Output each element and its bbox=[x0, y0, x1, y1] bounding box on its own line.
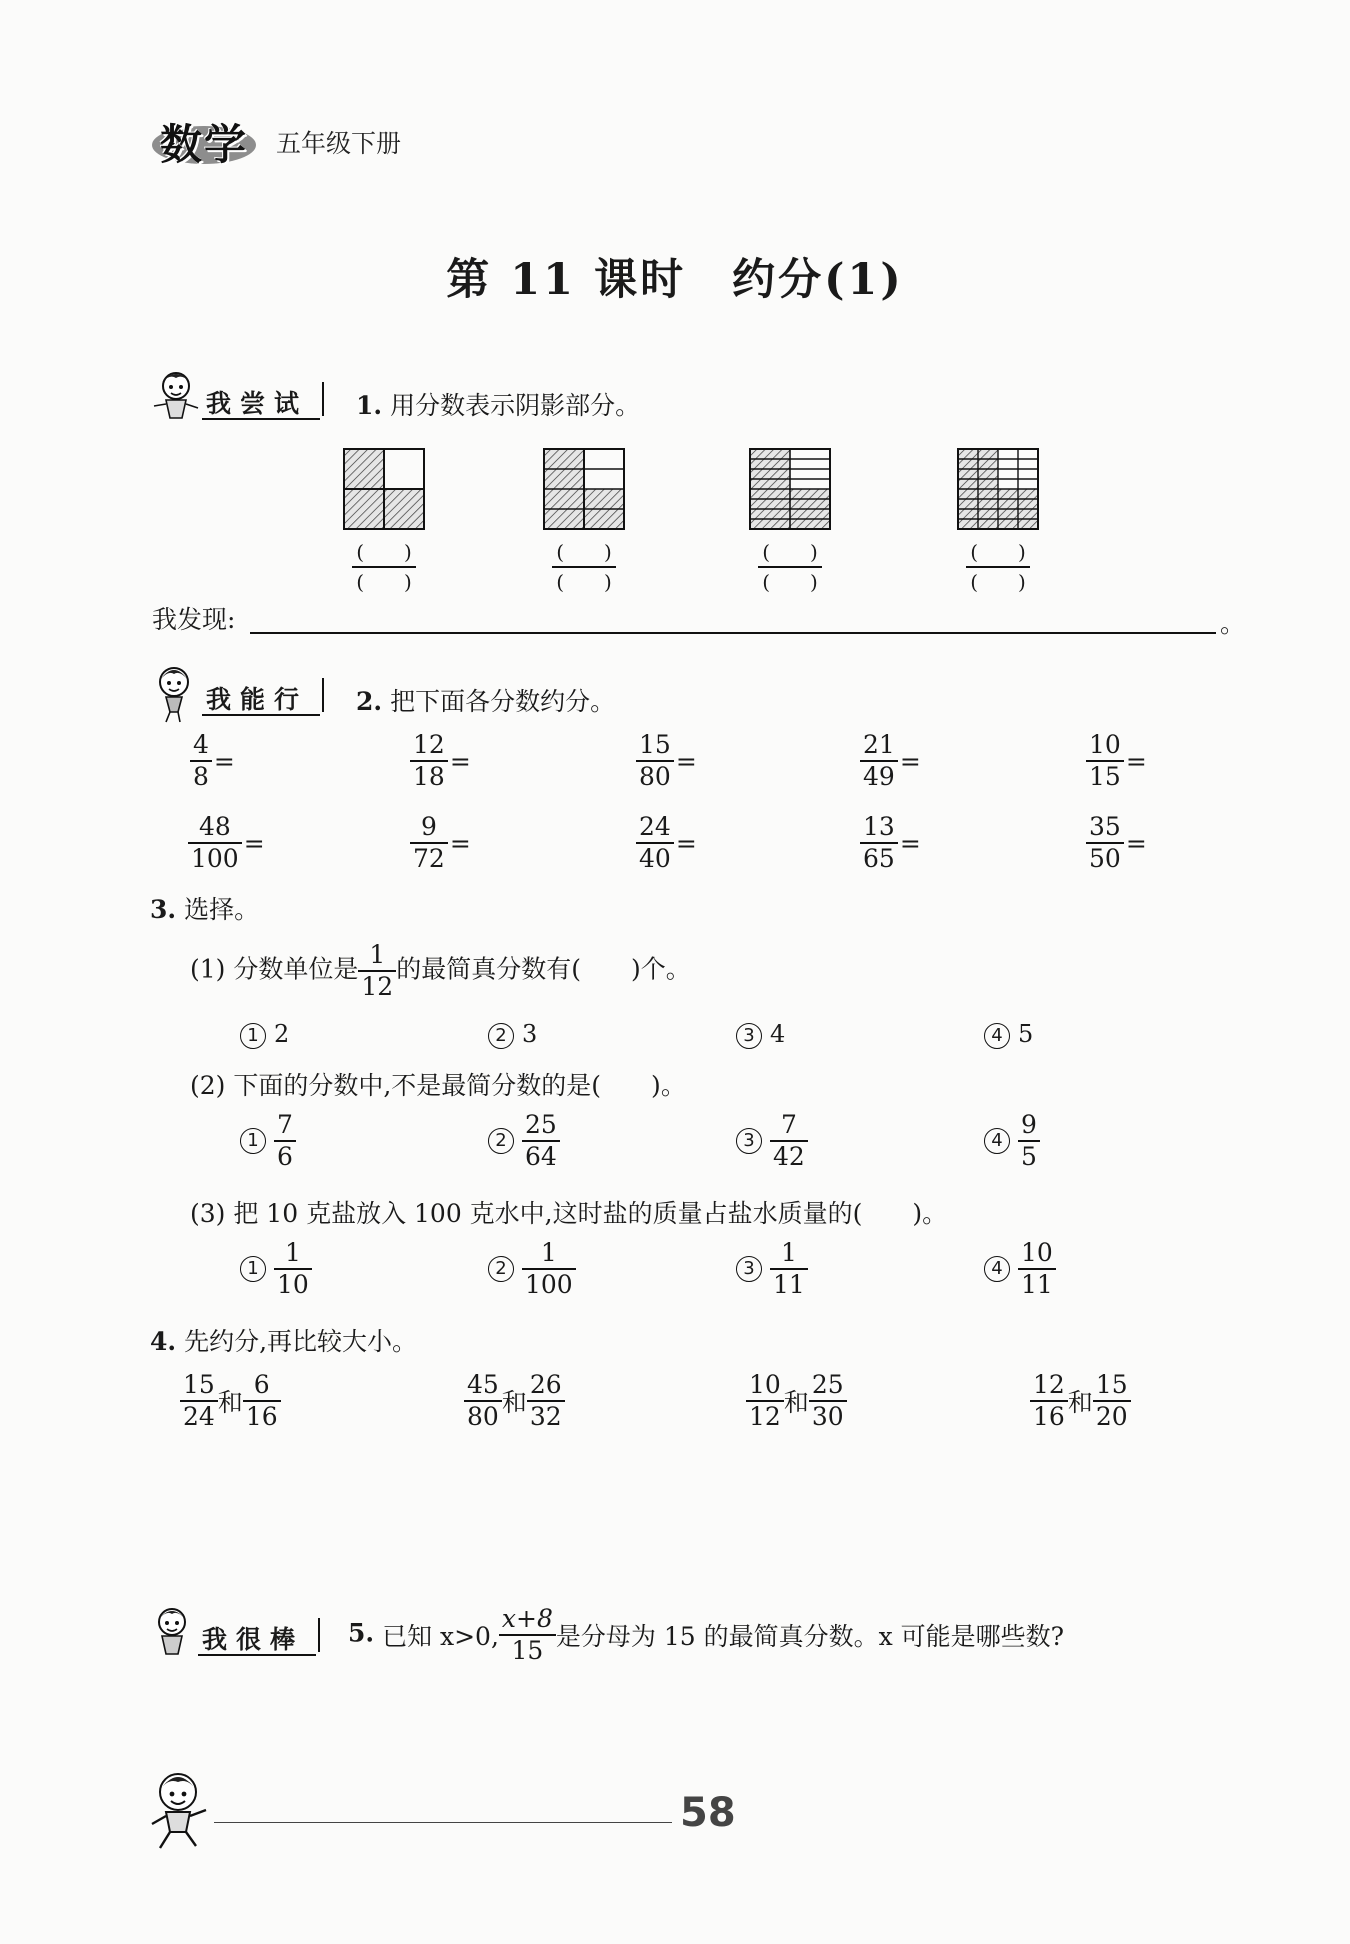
sub-question-3: (3) 把 10 克盐放入 100 克水中,这时盐的质量占盐水质量的( )。 bbox=[190, 1199, 948, 1228]
question-number: 5. bbox=[348, 1618, 375, 1648]
answer-blank-fraction[interactable] bbox=[758, 538, 822, 596]
question-text: 把下面各分数约分。 bbox=[390, 687, 616, 716]
fraction: $\frac{x+8}{15}$ bbox=[499, 1604, 556, 1666]
circled-number-icon: 2 bbox=[488, 1256, 514, 1282]
answer-blank-fraction[interactable] bbox=[966, 538, 1030, 596]
blank-denominator: ( ) bbox=[758, 566, 822, 596]
reduce-item: $\frac{48}{100}$ = bbox=[188, 812, 265, 874]
discover-answer-line[interactable] bbox=[250, 632, 1216, 634]
subject-label: 数学 bbox=[160, 120, 249, 169]
option-2[interactable] bbox=[488, 1110, 560, 1172]
shaded-grid-3 bbox=[749, 448, 831, 530]
circled-number-icon: 1 bbox=[240, 1128, 266, 1154]
section-label: 我尝试 bbox=[206, 389, 309, 418]
reduce-item: $\frac{35}{50}$ = bbox=[1086, 812, 1147, 874]
blank-denominator: ( ) bbox=[966, 566, 1030, 596]
reduce-item: $\frac{4}{8}$ = bbox=[190, 730, 235, 792]
circled-number-icon: 4 bbox=[984, 1023, 1010, 1049]
blank-denominator: ( ) bbox=[352, 566, 416, 596]
question-number: 4. bbox=[150, 1327, 177, 1356]
fraction: $\frac{26}{32}$ bbox=[527, 1370, 565, 1432]
option-4[interactable] bbox=[984, 1110, 1040, 1172]
fraction: $\frac{12}{18}$ bbox=[410, 730, 448, 792]
reduce-item: $\frac{15}{80}$ = bbox=[636, 730, 697, 792]
fraction: $\frac{1}{100}$ bbox=[522, 1238, 576, 1300]
page-number: 58 bbox=[680, 1790, 736, 1836]
shaded-grid-4 bbox=[957, 448, 1039, 530]
answer-blank-fraction[interactable] bbox=[352, 538, 416, 596]
circled-number-icon: 4 bbox=[984, 1128, 1010, 1154]
question-text: 已知 x>0, bbox=[382, 1622, 499, 1651]
fraction: $\frac{10}{11}$ bbox=[1018, 1238, 1056, 1300]
question-5 bbox=[348, 1604, 1064, 1666]
compare-pair: $\frac{15}{24}$ 和 $\frac{6}{16}$ bbox=[180, 1370, 281, 1432]
sub-question-2: (2) 下面的分数中,不是最简分数的是( )。 bbox=[190, 1071, 686, 1100]
reduce-item: $\frac{13}{65}$ = bbox=[860, 812, 921, 874]
sub-question-1: (1) 分数单位是 $\frac{1}{12}$ 的最简真分数有( )个。 bbox=[190, 940, 691, 1001]
circled-number-icon: 4 bbox=[984, 1256, 1010, 1282]
option-3[interactable] bbox=[736, 1238, 808, 1300]
circled-number-icon: 2 bbox=[488, 1023, 514, 1049]
question-4 bbox=[150, 1322, 417, 1358]
fraction: $\frac{7}{42}$ bbox=[770, 1110, 808, 1172]
lesson-title: 第 11 课时 约分(1) bbox=[446, 255, 904, 305]
option-2[interactable]: 2 3 bbox=[488, 1020, 537, 1049]
fraction: $\frac{25}{30}$ bbox=[809, 1370, 847, 1432]
section-label: 我很棒 bbox=[202, 1625, 305, 1654]
running-kid-icon bbox=[148, 1768, 216, 1854]
question-number: 1. bbox=[356, 391, 383, 420]
fraction: $\frac{15}{24}$ bbox=[180, 1370, 218, 1432]
blank-numerator: ( ) bbox=[970, 540, 1026, 564]
fraction: $\frac{1}{12}$ bbox=[358, 940, 396, 1002]
fraction: $\frac{45}{80}$ bbox=[464, 1370, 502, 1432]
shaded-grid-2 bbox=[543, 448, 625, 530]
circled-number-icon: 3 bbox=[736, 1023, 762, 1049]
fraction: $\frac{24}{40}$ bbox=[636, 812, 674, 874]
fraction: $\frac{48}{100}$ bbox=[188, 812, 242, 874]
option-3[interactable]: 3 4 bbox=[736, 1020, 785, 1049]
fraction: $\frac{4}{8}$ bbox=[190, 730, 212, 792]
circled-number-icon: 1 bbox=[240, 1023, 266, 1049]
fraction: $\frac{6}{16}$ bbox=[243, 1370, 281, 1432]
question-text: 是分母为 15 的最简真分数。x 可能是哪些数? bbox=[555, 1622, 1065, 1651]
fraction: $\frac{15}{20}$ bbox=[1093, 1370, 1131, 1432]
fraction: $\frac{9}{72}$ bbox=[410, 812, 448, 874]
question-text: 选择。 bbox=[184, 895, 260, 924]
reduce-item: $\frac{12}{18}$ = bbox=[410, 730, 471, 792]
kid-mascot-icon bbox=[148, 1602, 200, 1664]
fraction: $\frac{10}{15}$ bbox=[1086, 730, 1124, 792]
fraction: $\frac{12}{16}$ bbox=[1030, 1370, 1068, 1432]
compare-pair: $\frac{45}{80}$ 和 $\frac{26}{32}$ bbox=[464, 1370, 565, 1432]
question-number: 2. bbox=[356, 687, 383, 716]
circled-number-icon: 2 bbox=[488, 1128, 514, 1154]
option-1[interactable] bbox=[240, 1110, 296, 1172]
fraction: $\frac{25}{64}$ bbox=[522, 1110, 560, 1172]
fraction: $\frac{1}{11}$ bbox=[770, 1238, 808, 1300]
question-text: 用分数表示阴影部分。 bbox=[390, 391, 641, 420]
subject-badge bbox=[150, 112, 262, 169]
question-2 bbox=[356, 682, 615, 718]
fraction: $\frac{13}{65}$ bbox=[860, 812, 898, 874]
blank-numerator: ( ) bbox=[556, 540, 612, 564]
reduce-item: $\frac{9}{72}$ = bbox=[410, 812, 471, 874]
fraction: $\frac{15}{80}$ bbox=[636, 730, 674, 792]
blank-denominator: ( ) bbox=[552, 566, 616, 596]
option-4[interactable] bbox=[984, 1238, 1056, 1300]
reduce-item: $\frac{10}{15}$ = bbox=[1086, 730, 1147, 792]
blank-numerator: ( ) bbox=[356, 540, 412, 564]
option-1[interactable] bbox=[240, 1238, 312, 1300]
circled-number-icon: 3 bbox=[736, 1128, 762, 1154]
question-number: 3. bbox=[150, 895, 177, 924]
section-label: 我能行 bbox=[206, 685, 309, 714]
compare-pair: $\frac{10}{12}$ 和 $\frac{25}{30}$ bbox=[746, 1370, 847, 1432]
circled-number-icon: 1 bbox=[240, 1256, 266, 1282]
kid-mascot-icon bbox=[152, 662, 204, 724]
reduce-item: $\frac{21}{49}$ = bbox=[860, 730, 921, 792]
compare-pair: $\frac{12}{16}$ 和 $\frac{15}{20}$ bbox=[1030, 1370, 1131, 1432]
blank-numerator: ( ) bbox=[762, 540, 818, 564]
fraction: $\frac{1}{10}$ bbox=[274, 1238, 312, 1300]
option-2[interactable] bbox=[488, 1238, 576, 1300]
option-3[interactable] bbox=[736, 1110, 808, 1172]
grade-label: 五年级下册 bbox=[276, 129, 402, 158]
discover-end: 。 bbox=[1220, 609, 1246, 638]
shaded-grid-1 bbox=[343, 448, 425, 530]
footer-rule bbox=[214, 1822, 672, 1823]
fraction: $\frac{21}{49}$ bbox=[860, 730, 898, 792]
fraction: $\frac{10}{12}$ bbox=[746, 1370, 784, 1432]
discover-label: 我发现: bbox=[152, 605, 236, 634]
circled-number-icon: 3 bbox=[736, 1256, 762, 1282]
question-3 bbox=[150, 890, 259, 926]
question-text: 先约分,再比较大小。 bbox=[184, 1327, 418, 1356]
reduce-item: $\frac{24}{40}$ = bbox=[636, 812, 697, 874]
fraction: $\frac{9}{5}$ bbox=[1018, 1110, 1040, 1172]
answer-blank-fraction[interactable] bbox=[552, 538, 616, 596]
question-1 bbox=[356, 386, 640, 422]
kid-mascot-icon bbox=[152, 366, 204, 428]
option-1[interactable]: 1 2 bbox=[240, 1020, 289, 1049]
fraction: $\frac{7}{6}$ bbox=[274, 1110, 296, 1172]
fraction: $\frac{35}{50}$ bbox=[1086, 812, 1124, 874]
option-4[interactable]: 4 5 bbox=[984, 1020, 1033, 1049]
